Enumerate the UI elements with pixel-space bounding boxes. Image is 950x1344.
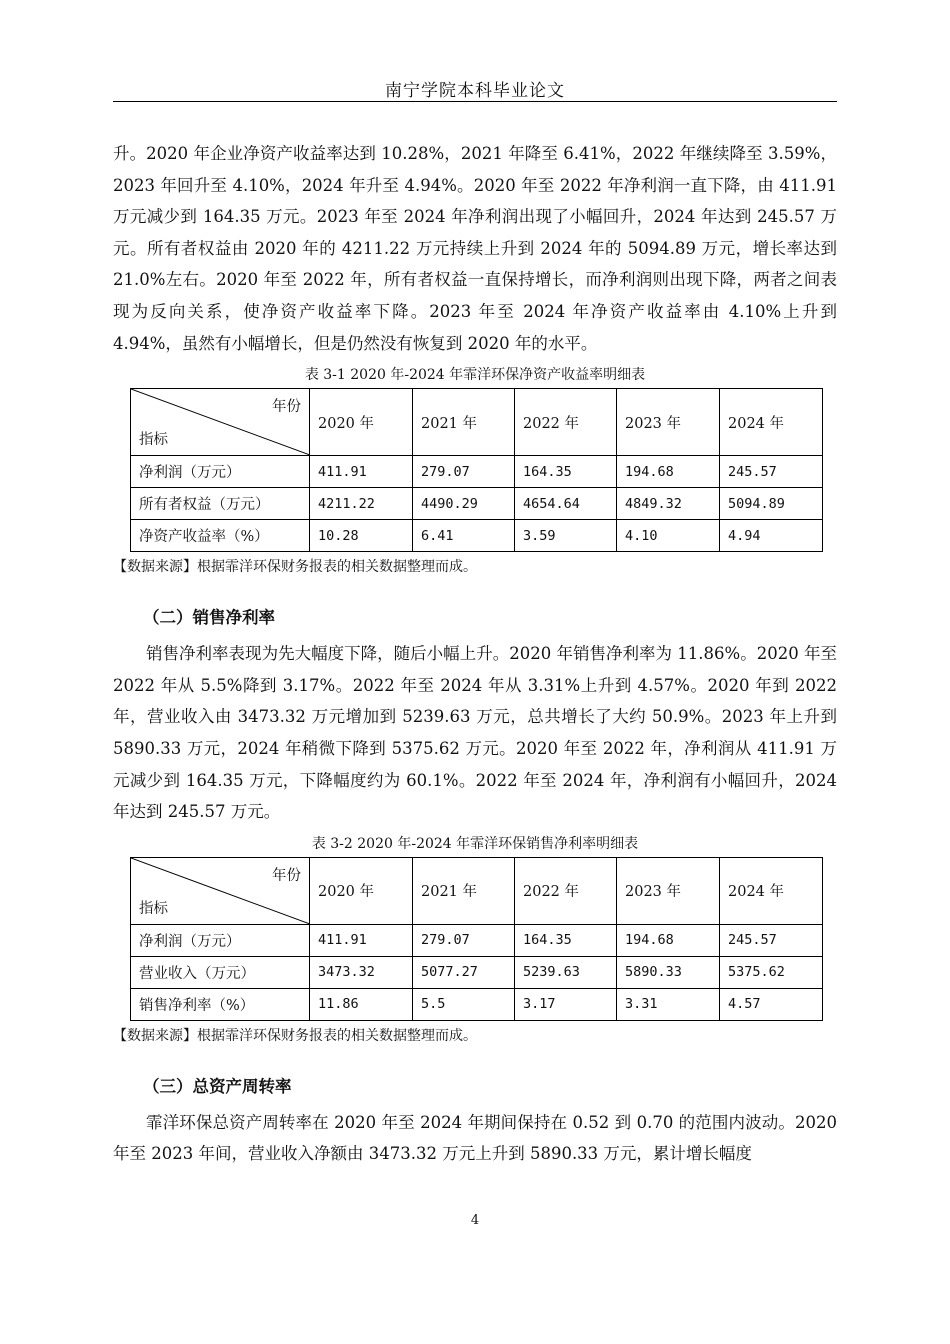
section-heading-net-profit-margin: （二）销售净利率 [143,608,275,628]
page-content [113,138,837,1170]
table-row [131,956,823,988]
table-cell: 3473.32 [310,956,413,988]
table-cell: 5.5 [413,988,515,1020]
table-cell: 5375.62 [720,956,823,988]
year-header: 2024 年 [720,389,823,456]
table-cell: 5239.63 [515,956,617,988]
table-cell: 11.86 [310,988,413,1020]
table-cell: 5077.27 [413,956,515,988]
paragraph-net-profit-margin: 销售净利率表现为先大幅度下降，随后小幅上升。2020 年销售净利率为 11.86%。2020 年至 2022 年从 5.5%降到 3.17%。2022 年至 2024 年从 3.31%上升到 4.57%。2020 年到 2022 年，营业收入由 3473.32 万元增加到 5239.63 万元，总共增长了大约 50.9%。2023 年上升到 5890.33 万元，2024 年稍微下降到 5375.62 万元。2020 年至 2022 年，净利润从 411.91 万元减少到 164.35 万元，下降幅度约为 60.1%。2022 年至 2024 年，净利润有小幅回升，2024 年达到 245.57 万元。 [113,644,837,822]
year-header: 2023 年 [617,389,720,456]
year-header: 2022 年 [515,857,617,924]
year-header: 2020 年 [310,857,413,924]
table-roe [130,388,823,552]
table-cell: 5890.33 [617,956,720,988]
table-cell: 5094.89 [720,488,823,520]
table-cell: 164.35 [515,456,617,488]
table-cell: 3.17 [515,988,617,1020]
table-net-profit-margin [130,857,823,1021]
section-heading-asset-turnover: （三）总资产周转率 [143,1076,292,1096]
corner-indicator-label: 指标 [139,900,168,917]
table-cell: 194.68 [617,924,720,956]
paragraph-asset-turnover: 霏洋环保总资产周转率在 2020 年至 2024 年期间保持在 0.52 到 0.70 的范围内波动。2020 年至 2023 年间，营业收入净额由 3473.32 万元上升到 5890.33 万元，累计增长幅度 [113,1112,837,1164]
table-corner-cell [131,857,310,924]
table-row [131,456,823,488]
table-row [131,488,823,520]
table-cell: 245.57 [720,924,823,956]
row-label: 净资产收益率（%） [131,520,310,552]
corner-year-label: 年份 [272,399,301,416]
table-cell: 194.68 [617,456,720,488]
table1-caption: 表 3-1 2020 年-2024 年霏洋环保净资产收益率明细表 [304,367,646,384]
table-cell: 279.07 [413,456,515,488]
row-label: 所有者权益（万元） [131,488,310,520]
table-cell: 10.28 [310,520,413,552]
table-cell: 245.57 [720,456,823,488]
row-label: 销售净利率（%） [131,988,310,1020]
table-cell: 279.07 [413,924,515,956]
row-label: 净利润（万元） [131,924,310,956]
table-header-row [131,389,823,456]
row-label: 净利润（万元） [131,456,310,488]
table-cell: 4.10 [617,520,720,552]
table-cell: 3.59 [515,520,617,552]
year-header: 2021 年 [413,857,515,924]
table1-source-note: 【数据来源】根据霏洋环保财务报表的相关数据整理而成。 [113,559,477,576]
table-cell: 3.31 [617,988,720,1020]
year-header: 2021 年 [413,389,515,456]
page-number: 4 [470,1213,480,1228]
corner-year-label: 年份 [272,867,301,884]
table2-caption: 表 3-2 2020 年-2024 年霏洋环保销售净利率明细表 [311,835,639,852]
year-header: 2024 年 [720,857,823,924]
table-cell: 4654.64 [515,488,617,520]
year-header: 2023 年 [617,857,720,924]
table-cell: 411.91 [310,924,413,956]
table-row [131,988,823,1020]
year-header: 2022 年 [515,389,617,456]
table-header-row [131,857,823,924]
corner-indicator-label: 指标 [139,432,168,449]
table-cell: 4849.32 [617,488,720,520]
page-header-title: 南宁学院本科毕业论文 [385,81,565,101]
year-header: 2020 年 [310,389,413,456]
row-label: 营业收入（万元） [131,956,310,988]
paragraph-roe-analysis: 升。2020 年企业净资产收益率达到 10.28%，2021 年降至 6.41%，2022 年继续降至 3.59%，2023 年回升至 4.10%，2024 年升至 4.94%。2020 年至 2022 年净利润一直下降，由 411.91 万元减少到 164.35 万元。2023 年至 2024 年净利润出现了小幅回升，2024 年达到 245.57 万元。所有者权益由 2020 年的 4211.22 万元持续上升到 2024 年的 5094.89 万元，增长率达到 21.0%左右。2020 年至 2022 年，所有者权益一直保持增长，而净利润则出现下降，两者之间表现为反向关系，使净资产收益率下降。2023 年至 2024 年净资产收益率由 4.10%上升到 4.94%，虽然有小幅增长，但是仍然没有恢复到 2020 年的水平。 [113,144,837,353]
table-row [131,924,823,956]
table-cell: 4.57 [720,988,823,1020]
table-corner-cell [131,389,310,456]
table2-source-note: 【数据来源】根据霏洋环保财务报表的相关数据整理而成。 [113,1027,477,1044]
table-cell: 164.35 [515,924,617,956]
header-rule [113,101,837,102]
table-cell: 4211.22 [310,488,413,520]
table-row [131,520,823,552]
table-cell: 6.41 [413,520,515,552]
table-cell: 411.91 [310,456,413,488]
table-cell: 4490.29 [413,488,515,520]
table-cell: 4.94 [720,520,823,552]
